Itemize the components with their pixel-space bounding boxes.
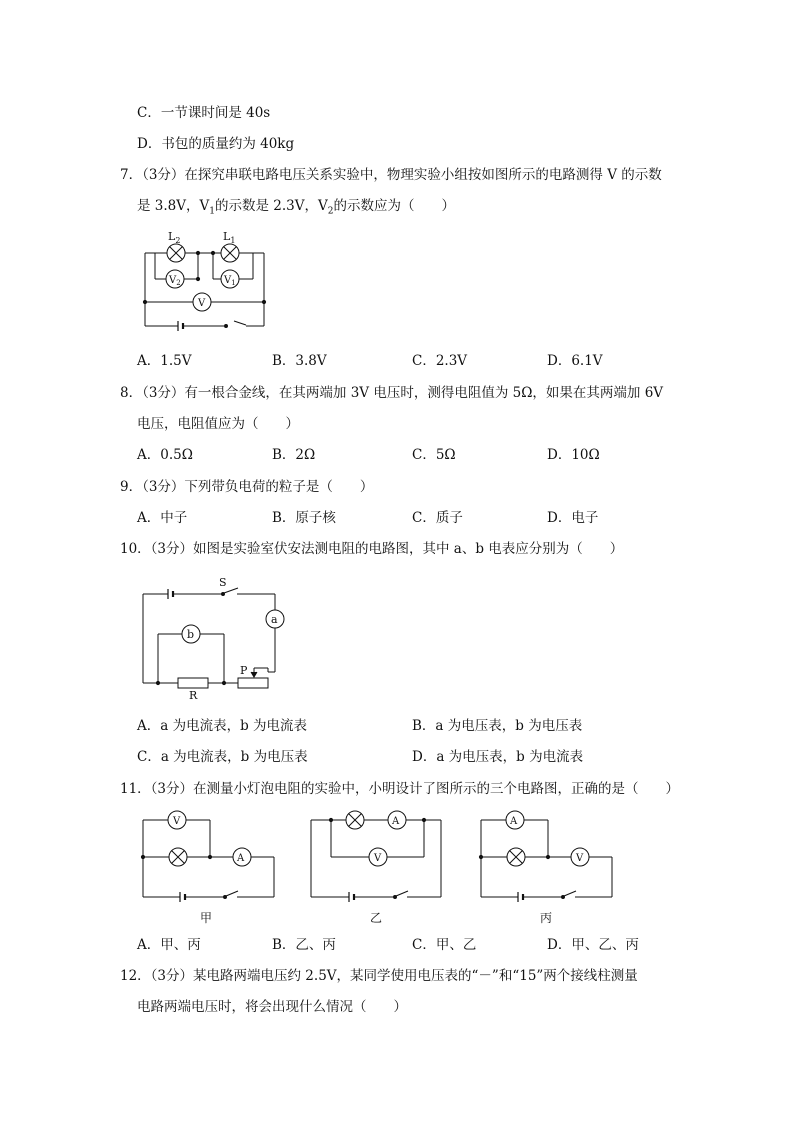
q7-label-V2: $V_2$ (169, 275, 181, 287)
q7-option-b[interactable]: B．3.8V (272, 353, 327, 369)
q11-jia-voltmeter-label: V (173, 816, 181, 827)
q11-caption-yi: 乙 (370, 911, 383, 925)
q7-option-d[interactable]: D．6.1V (547, 353, 603, 369)
q7-label-L1: $L_1$ (223, 230, 236, 245)
q8-option-d[interactable]: D．10Ω (547, 447, 600, 463)
q8-stem-line2: 电压，电阻值应为（ ） (137, 416, 299, 432)
q9-option-a[interactable]: A．中子 (137, 510, 188, 526)
q9-option-b[interactable]: B．原子核 (272, 510, 336, 526)
q12-stem-line1: 12．（3分）某电路两端电压约 2.5V，某同学使用电压表的“－”和“15”两个接线柱测量 (120, 968, 638, 984)
q10-label-a: a (271, 613, 278, 626)
q8-option-c[interactable]: C．5Ω (412, 447, 456, 463)
q7-stem-line2: 是 3.8V，$V_1$的示数是 2.3V，$V_2$的示数应为（ ） (137, 198, 455, 217)
q11-option-c[interactable]: C．甲、乙 (412, 937, 477, 953)
q11-stem-line1: 11．（3分）在测量小灯泡电阻的实验中，小明设计了图所示的三个电路图，正确的是（ ） (120, 781, 680, 797)
q10-option-d[interactable]: D．a 为电压表，b 为电流表 (412, 749, 584, 765)
q9-stem-line1: 9．（3分）下列带负电荷的粒子是（ ） (120, 479, 374, 495)
q11-option-b[interactable]: B．乙、丙 (272, 937, 336, 953)
q7-label-V1: $V_1$ (224, 275, 236, 287)
q8-stem-line1: 8．（3分）有一根合金线，在其两端加 3V 电压时，测得电阻值为 5Ω，如果在其两端加 6V (120, 385, 664, 401)
q11-yi-ammeter-label: A (392, 816, 400, 827)
q11-caption-bing: 丙 (540, 911, 553, 925)
q11-bing-ammeter-label: A (510, 816, 518, 827)
q7-circuit-diagram (138, 228, 270, 330)
q7-label-V: V (198, 298, 206, 309)
q11-option-d[interactable]: D．甲、乙、丙 (547, 937, 639, 953)
q11-caption-jia: 甲 (200, 911, 213, 925)
q8-option-a[interactable]: A．0.5Ω (137, 447, 193, 463)
q10-label-b: b (187, 628, 195, 641)
q7-stem-line1: 7．（3分）在探究串联电路电压关系实验中，物理实验小组按如图所示的电路测得 V 的示数 (120, 167, 662, 183)
q10-option-a[interactable]: A．a 为电流表，b 为电流表 (137, 718, 308, 734)
q7-label-L2: $L_2$ (168, 230, 181, 245)
q11-circuit-bing (476, 810, 618, 928)
q10-label-p: P (240, 664, 248, 677)
q11-bing-voltmeter-label: V (576, 853, 584, 864)
q7-option-a[interactable]: A．1.5V (137, 353, 192, 369)
q9-option-d[interactable]: D．电子 (547, 510, 599, 526)
q10-option-c[interactable]: C．a 为电流表，b 为电压表 (137, 749, 308, 765)
q10-circuit-diagram (138, 572, 288, 702)
q7-option-c[interactable]: C．2.3V (412, 353, 468, 369)
q10-option-b[interactable]: B．a 为电压表，b 为电压表 (412, 718, 583, 734)
q10-label-switch: S (219, 576, 227, 589)
q11-circuit-yi (306, 810, 448, 928)
option-d-prev: D．书包的质量约为 40kg (137, 136, 295, 152)
q11-option-a[interactable]: A．甲、丙 (137, 937, 201, 953)
q11-jia-ammeter-label: A (237, 853, 245, 864)
q11-yi-voltmeter-label: V (374, 853, 382, 864)
q10-label-r: R (189, 689, 198, 702)
q11-circuit-jia (138, 810, 280, 928)
q10-stem-line1: 10．（3分）如图是实验室伏安法测电阻的电路图，其中 a、b 电表应分别为（ ） (120, 541, 624, 557)
q8-option-b[interactable]: B．2Ω (272, 447, 316, 463)
option-c-prev: C．一节课时间是 40s (137, 105, 271, 121)
q12-stem-line2: 电路两端电压时，将会出现什么情况（ ） (137, 999, 407, 1015)
q9-option-c[interactable]: C．质子 (412, 510, 463, 526)
